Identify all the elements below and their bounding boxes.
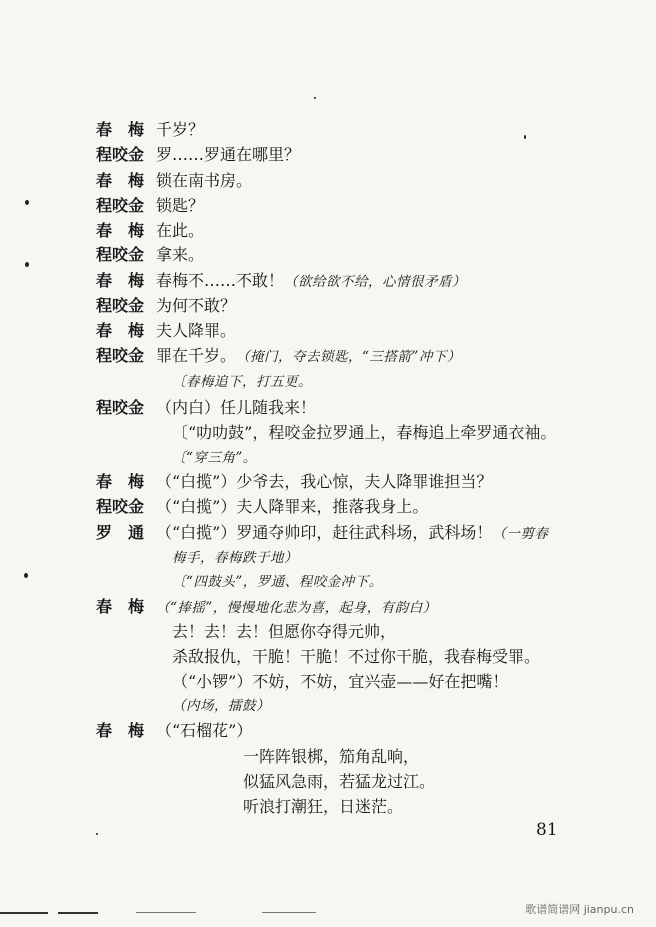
speaker-name: 程咬金 xyxy=(96,196,145,215)
dialogue-line xyxy=(172,670,508,694)
dialogue-line xyxy=(96,319,236,343)
verse-text: 似猛风急雨，若猛龙过江。 xyxy=(243,772,436,791)
page-number: 81 xyxy=(536,820,558,840)
speaker-name: 春 梅 xyxy=(96,171,145,190)
stage-direction: （内场，擂鼓） xyxy=(172,698,270,714)
stage-direction-line xyxy=(172,569,383,593)
stage-direction: 〔春梅追下，打五更。 xyxy=(172,374,312,390)
dialogue-text: 千岁？ xyxy=(156,120,205,139)
stage-direction: （“捧摇”，慢慢地化悲为喜，起身，有韵白） xyxy=(156,600,437,616)
dialogue-text: 罗……罗通在哪里？ xyxy=(156,145,301,164)
speaker-name: 春 梅 xyxy=(96,120,145,139)
dialogue-text: 在此。 xyxy=(156,221,205,240)
dialogue-line xyxy=(96,521,548,545)
dialogue-text: （内白）任儿随我来！ xyxy=(156,398,317,417)
dialogue-text: 锁匙？ xyxy=(156,196,205,215)
dialogue-line xyxy=(96,294,236,318)
scan-speck xyxy=(25,200,29,205)
speaker-name: 春 梅 xyxy=(96,472,145,491)
dialogue-text: （“白揽”）罗通夺帅印，赶往武科场，武科场！ xyxy=(156,523,493,542)
speaker-name: 程咬金 xyxy=(96,398,145,417)
dialogue-line xyxy=(96,344,461,368)
stage-direction-line xyxy=(172,421,556,445)
bottom-rule xyxy=(58,912,98,914)
dialogue-line xyxy=(96,194,204,218)
dialogue-line xyxy=(96,719,252,743)
speaker-name: 程咬金 xyxy=(96,245,145,264)
bottom-rule xyxy=(0,912,48,914)
dialogue-text: （“石榴花”） xyxy=(156,721,253,740)
speaker-name: 罗 通 xyxy=(96,523,145,542)
dialogue-line xyxy=(172,620,396,644)
bottom-rule xyxy=(136,912,196,913)
verse-line xyxy=(243,745,419,769)
dialogue-text: 为何不敢？ xyxy=(156,296,237,315)
speaker-name: 春 梅 xyxy=(96,721,145,740)
stage-direction-line xyxy=(172,369,312,393)
bottom-rule xyxy=(262,912,316,913)
scan-speck xyxy=(524,135,526,139)
speaker-name: 程咬金 xyxy=(96,346,145,365)
scan-speck xyxy=(96,833,98,835)
stage-direction-line xyxy=(172,545,298,569)
speaker-name: 春 梅 xyxy=(96,271,145,290)
dialogue-line xyxy=(96,219,204,243)
scan-speck xyxy=(24,573,28,578)
dialogue-line xyxy=(96,118,204,142)
dialogue-text: 锁在南书房。 xyxy=(156,171,253,190)
scan-speck xyxy=(314,97,316,99)
scan-speck xyxy=(25,262,29,267)
verse-line xyxy=(243,795,403,819)
dialogue-line xyxy=(96,470,492,494)
dialogue-line xyxy=(96,595,437,619)
verse-line xyxy=(243,770,435,794)
dialogue-text: 杀敌报仇，干脆！干脆！不过你干脆，我春梅受罪。 xyxy=(172,647,541,666)
stage-direction: 〔“叻叻鼓”，程咬金拉罗通上，春梅追上牵罗通衣袖。 xyxy=(172,423,557,442)
dialogue-text: 夫人降罪。 xyxy=(156,321,237,340)
dialogue-line xyxy=(96,169,252,193)
dialogue-text: 春梅不……不敢！ xyxy=(156,271,285,290)
stage-direction: 梅手，春梅跌于地） xyxy=(172,550,298,566)
stage-direction: 〔“穿三角”。 xyxy=(172,450,257,466)
dialogue-text: （“白揽”）少爷去，我心惊，夫人降罪谁担当？ xyxy=(156,472,493,491)
stage-direction-line xyxy=(172,693,270,717)
dialogue-text: 去！去！去！但愿你夺得元帅， xyxy=(172,622,397,641)
speaker-name: 春 梅 xyxy=(96,221,145,240)
dialogue-line xyxy=(172,645,540,669)
speaker-name: 程咬金 xyxy=(96,296,145,315)
dialogue-line xyxy=(96,143,300,167)
stage-direction: 〔“四鼓头”，罗通、程咬金冲下。 xyxy=(172,574,383,590)
dialogue-text: 拿来。 xyxy=(156,245,205,264)
stage-direction: （欲给欲不给，心情很矛盾） xyxy=(284,274,467,290)
watermark: 歌谱简谱网 jianpu.cn xyxy=(525,903,634,916)
speaker-name: 程咬金 xyxy=(96,145,145,164)
stage-direction: （一剪春 xyxy=(492,526,549,542)
dialogue-text: （“小锣”）不妨，不妨，宜兴壶——好在把嘴！ xyxy=(172,672,509,691)
speaker-name: 程咬金 xyxy=(96,497,145,516)
verse-text: 一阵阵银梆，笳角乱响， xyxy=(243,747,420,766)
speaker-name: 春 梅 xyxy=(96,321,145,340)
dialogue-text: 罪在千岁。 xyxy=(156,346,237,365)
dialogue-line xyxy=(96,269,466,293)
dialogue-line xyxy=(96,396,316,420)
dialogue-line xyxy=(96,243,204,267)
speaker-name: 春 梅 xyxy=(96,597,145,616)
dialogue-text: （“白揽”）夫人降罪来，推落我身上。 xyxy=(156,497,429,516)
dialogue-line xyxy=(96,495,428,519)
stage-direction: （掩门，夺去锁匙，“三搭箭”冲下） xyxy=(236,349,461,365)
stage-direction-line xyxy=(172,445,257,469)
verse-text: 听浪打潮狂，日迷茫。 xyxy=(243,797,404,816)
